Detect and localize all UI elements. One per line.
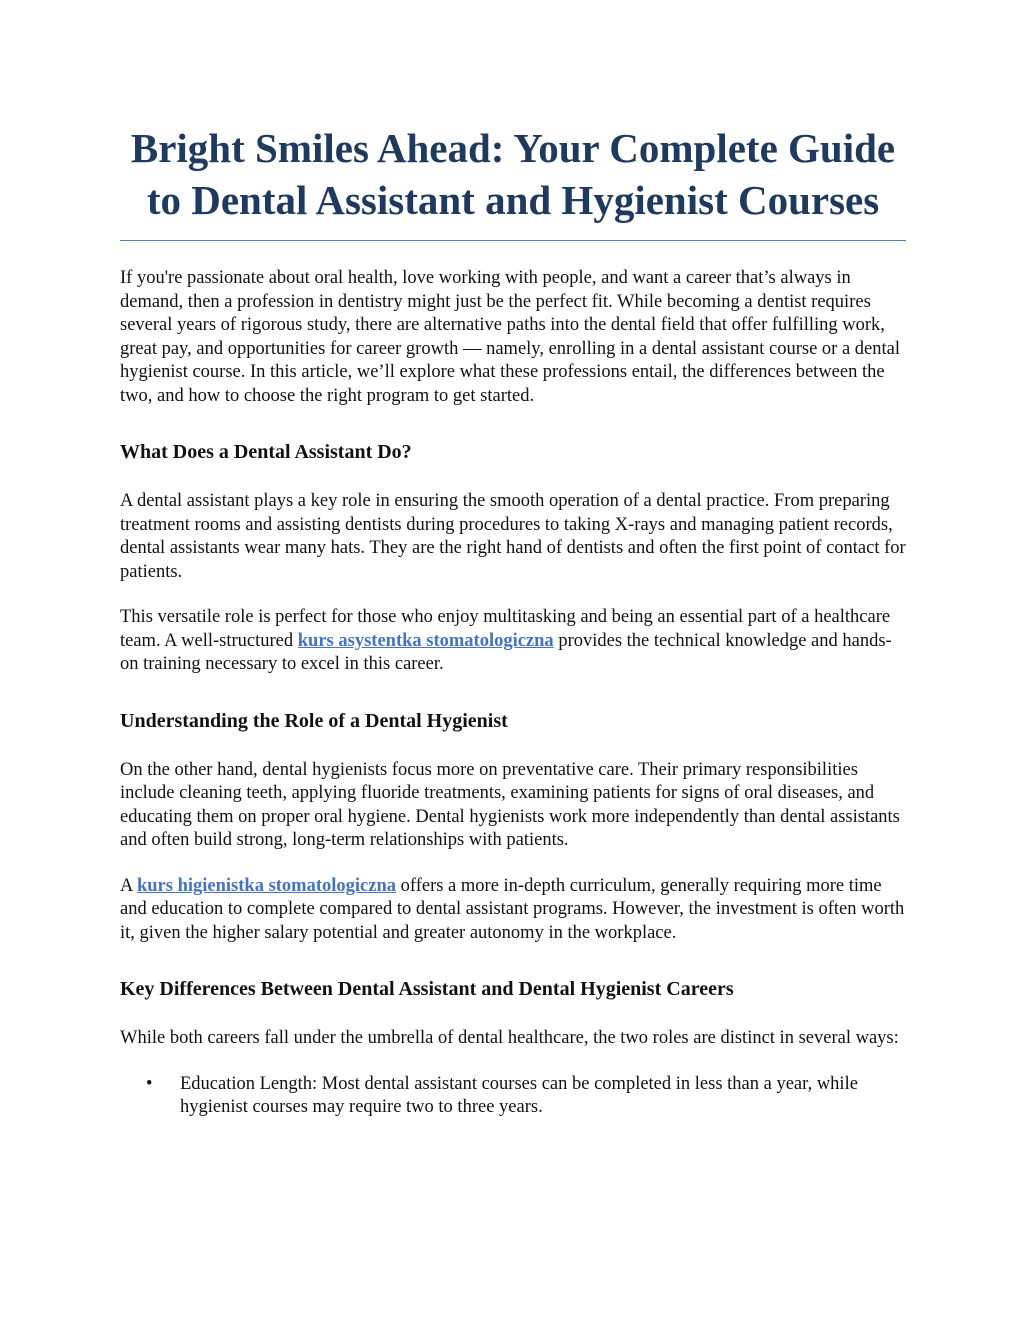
- differences-paragraph: While both careers fall under the umbrella of dental healthcare, the two roles are distinct in several ways:: [120, 1028, 899, 1048]
- heading-dental-assistant: What Does a Dental Assistant Do?: [120, 441, 412, 463]
- list-item: [120, 1073, 906, 1120]
- link-kurs-higienistka[interactable]: kurs higienistka stomatologiczna: [136, 875, 396, 896]
- intro-paragraph: If you're passionate about oral health, love working with people, and want a career that’s always in demand, then a profession in dentistry might just be the perfect fit. While becoming a dentist requires several years of rigorous study, there are alternative paths into the dental field that offer fulfilling work, great pay, and opportunities for career growth — namely, enrolling in a dental assistant course or a dental hygienist course. In this article, we’ll explore what these professions entail, the differences between the two, and how to choose the right program to get started.: [120, 268, 900, 406]
- page-title: Bright Smiles Ahead: Your Complete Guide to Dental Assistant and Hygienist Courses: [130, 125, 896, 223]
- assistant-paragraph-2-lead: This versatile role is perfect for those who enjoy multitasking and being an essential part of a healthcare team. A well-structured: [120, 607, 891, 651]
- link-kurs-asystentka[interactable]: kurs asystentka stomatologiczna: [297, 630, 554, 651]
- title-divider: [120, 240, 906, 241]
- hygienist-paragraph-2-lead: A: [120, 875, 137, 896]
- hygienist-paragraph-2-tail: offers a more in-depth curriculum, generally requiring more time and education to complete compared to dental assistant programs. However, the investment is often worth it, given the higher salary potential and greater autonomy in the workplace.: [120, 875, 905, 943]
- list-item-text: Education Length: Most dental assistant courses can be completed in less than a year, while hygienist courses may require two to three years.: [180, 1073, 858, 1117]
- hygienist-paragraph-2: [120, 875, 906, 946]
- assistant-paragraph-1: A dental assistant plays a key role in ensuring the smooth operation of a dental practice. From preparing treatment rooms and assisting dentists during procedures to taking X-rays and managing patient records, dental assistants wear many hats. They are the right hand of dentists and often the first point of contact for patients.: [120, 491, 906, 582]
- assistant-paragraph-2: [120, 606, 906, 677]
- bullet-icon: •: [146, 1073, 153, 1094]
- heading-key-differences: Key Differences Between Dental Assistant and Dental Hygienist Careers: [120, 978, 734, 1000]
- assistant-paragraph-2-tail: provides the technical knowledge and hands-on training necessary to excel in this career.: [120, 630, 892, 674]
- hygienist-paragraph-1: On the other hand, dental hygienists focus more on preventative care. Their primary responsibilities include cleaning teeth, applying fluoride treatments, examining patients for signs of oral diseases, and educating them on proper oral hygiene. Dental hygienists work more independently than dental assistants and often build strong, long-term relationships with patients.: [120, 759, 900, 850]
- heading-dental-hygienist: Understanding the Role of a Dental Hygienist: [120, 709, 508, 732]
- differences-list: [120, 1073, 906, 1120]
